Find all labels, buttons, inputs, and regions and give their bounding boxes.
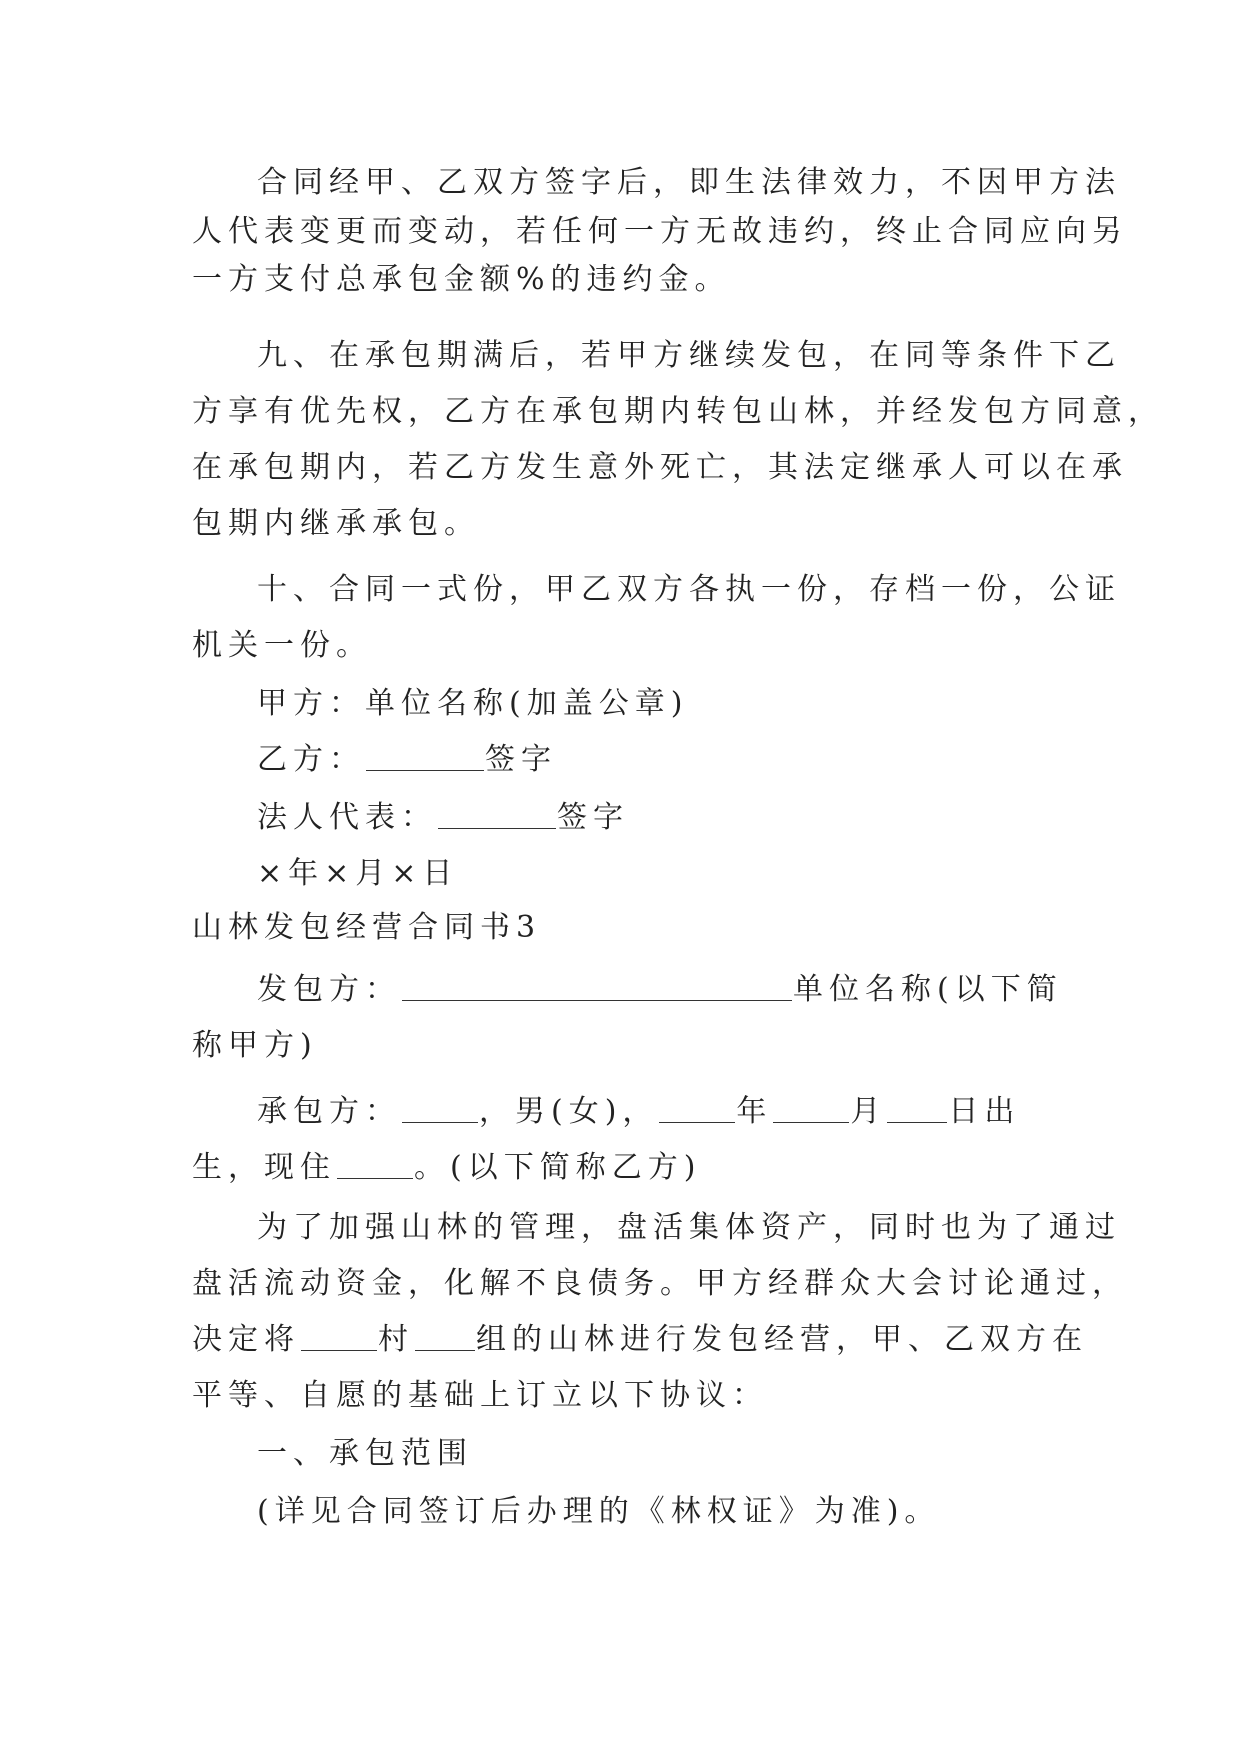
legal-rep-sign-label: 签字 [557, 800, 629, 835]
legal-rep-label: 法人代表： [257, 800, 437, 835]
month-label: 月 [850, 1094, 887, 1129]
issuer-blank [402, 970, 792, 1001]
group-blank [415, 1320, 475, 1351]
day-blank [887, 1092, 947, 1123]
paragraph-line: 人代表变更而变动，若任何一方无故违约，终止合同应向另 [192, 214, 1128, 249]
paragraph-line: 机关一份。 [192, 628, 372, 663]
village-blank [301, 1320, 377, 1351]
issuer-line [257, 968, 1117, 1012]
party-b-line [257, 738, 1117, 782]
contractor-line [257, 1090, 1117, 1134]
intro-text: 组的山林进行发包经营，甲、乙双方在 [476, 1322, 1088, 1357]
paragraph-line: 包期内继承承包。 [192, 506, 480, 541]
paragraph-line: 十、合同一式份，甲乙双方各执一份，存档一份，公证 [257, 572, 1121, 607]
contractor-note: 。(以下简称乙方) [414, 1150, 702, 1185]
signature-blank [438, 798, 556, 829]
intro-text: 决定将 [192, 1322, 300, 1357]
party-b-label: 乙方： [257, 742, 365, 777]
party-b-sign-label: 签字 [485, 742, 557, 777]
paragraph-line: 盘活流动资金，化解不良债务。甲方经群众大会讨论通过， [192, 1266, 1128, 1301]
residence-label: 生，现住 [192, 1150, 336, 1185]
paragraph-line: 平等、自愿的基础上订立以下协议： [192, 1378, 768, 1413]
contractor-label: 承包方： [257, 1094, 401, 1129]
paragraph-line: 合同经甲、乙双方签字后，即生法律效力，不因甲方法 [257, 165, 1121, 200]
paragraph-line: 一方支付总承包金额%的违约金。 [192, 262, 731, 297]
year-label: 年 [736, 1094, 773, 1129]
intro-line-3 [192, 1318, 1088, 1362]
residence-blank [337, 1148, 413, 1179]
village-label: 村 [378, 1322, 414, 1357]
paragraph-line: 方享有优先权，乙方在承包期内转包山林，并经发包方同意， [192, 394, 1164, 429]
issuer-label: 发包方： [257, 972, 401, 1007]
paragraph-line: 称甲方) [192, 1028, 318, 1063]
clause-title: 一、承包范围 [257, 1436, 473, 1471]
name-blank [402, 1092, 478, 1123]
contractor-gender: ，男(女)， [479, 1094, 659, 1129]
month-blank [773, 1092, 849, 1123]
paragraph-line: 为了加强山林的管理，盘活集体资产，同时也为了通过 [257, 1210, 1121, 1245]
party-a-line: 甲方：单位名称(加盖公章) [257, 686, 689, 721]
contractor-line-2 [192, 1146, 1052, 1190]
paragraph-line: 九、在承包期满后，若甲方继续发包，在同等条件下乙 [257, 338, 1121, 373]
year-blank [659, 1092, 735, 1123]
paragraph-line: 在承包期内，若乙方发生意外死亡，其法定继承人可以在承 [192, 450, 1128, 485]
born-label: 日出 [948, 1094, 1021, 1129]
date-line: ×年×月×日 [257, 856, 459, 891]
clause-body: (详见合同签订后办理的《林权证》为准)。 [257, 1494, 941, 1529]
issuer-tail: 单位名称(以下简 [793, 972, 1063, 1007]
signature-blank [366, 740, 484, 771]
legal-rep-line [257, 796, 1117, 840]
section-title: 山林发包经营合同书3 [192, 910, 542, 945]
